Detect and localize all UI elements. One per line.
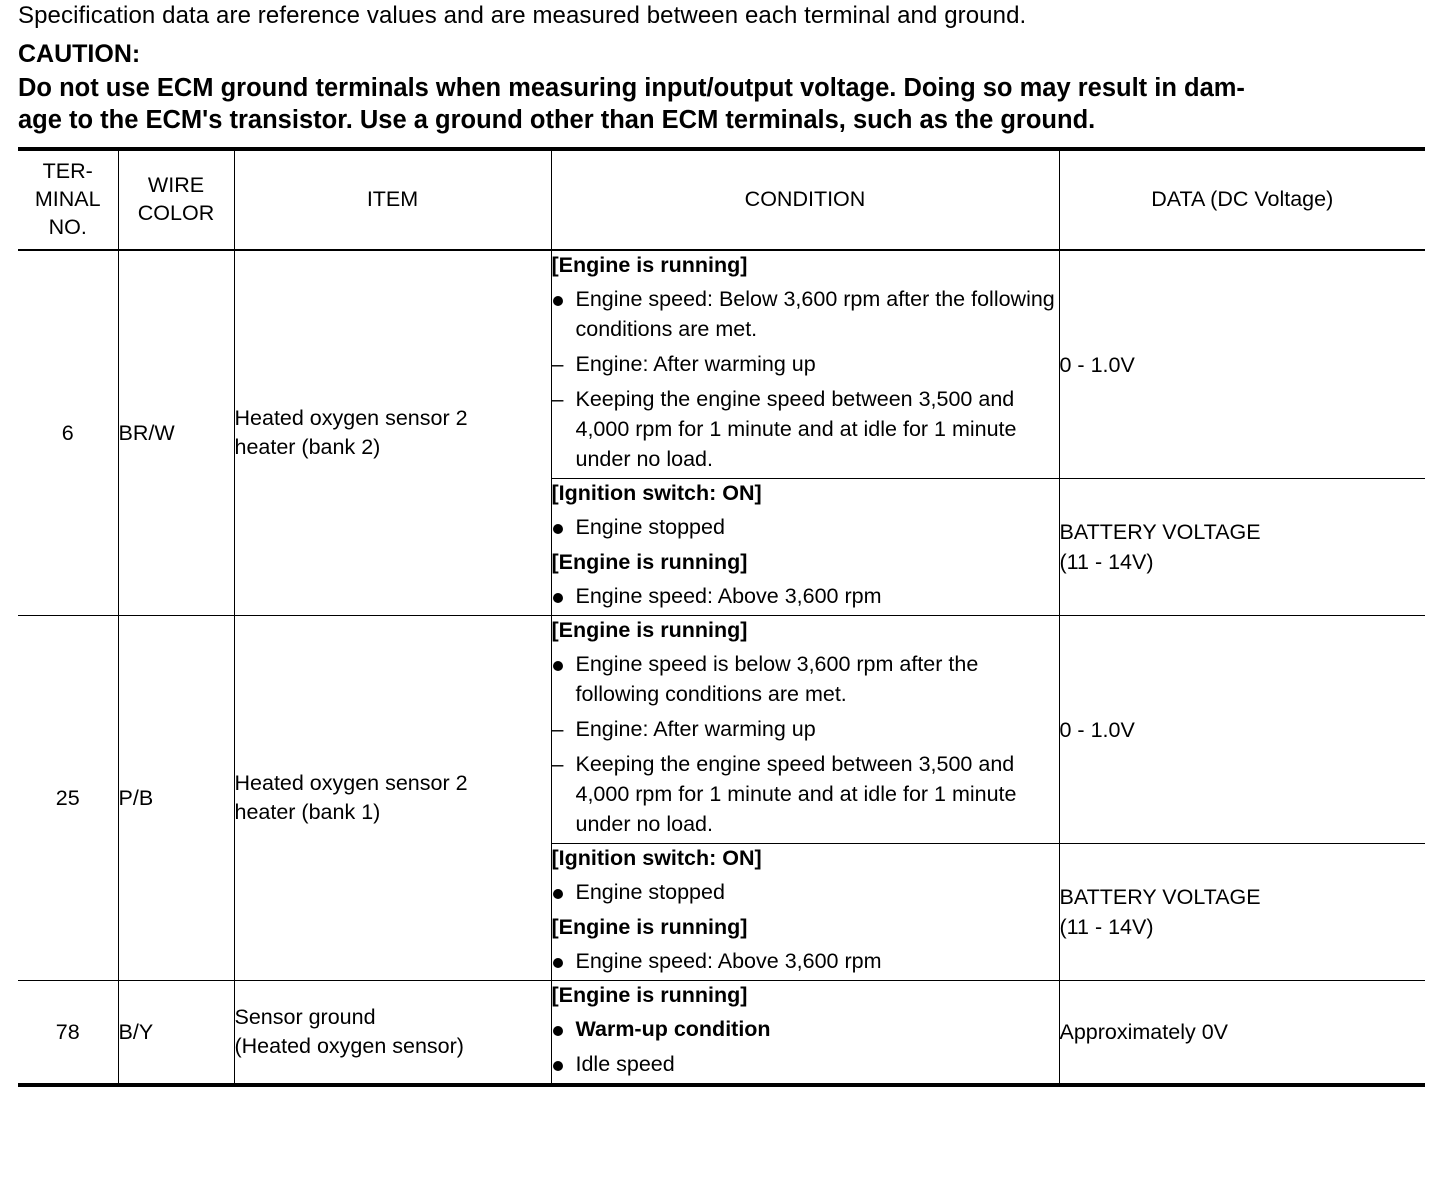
condition-item [552, 877, 1059, 907]
dash-icon: – [551, 352, 564, 376]
condition-text: Engine speed: Above 3,600 rpm [575, 949, 882, 973]
item-line: Heated oxygen sensor 2 [234, 771, 468, 795]
item-line: Sensor ground [234, 1005, 376, 1029]
header-wire-color: WIRE COLOR [118, 149, 234, 250]
data-line: 0 - 1.0V [1059, 717, 1135, 742]
item-cell [234, 981, 551, 1086]
data-line: (11 - 14V) [1059, 915, 1154, 939]
condition-item [552, 714, 1059, 744]
condition-text: Idle speed [575, 1052, 675, 1076]
caution-title: CAUTION: [18, 40, 141, 68]
condition-text: Keeping the engine speed between 3,500 and 4,000 rpm for 1 minute and at idle for 1 minute under no load. [575, 752, 1017, 836]
data-line: BATTERY VOLTAGE [1059, 520, 1261, 544]
condition-text: Engine speed: Below 3,600 rpm after the following conditions are met. [575, 287, 1055, 341]
table-row [18, 616, 1425, 844]
header-item: ITEM [234, 149, 551, 250]
condition-text: Engine: After warming up [575, 352, 816, 376]
data-line: (11 - 14V) [1059, 550, 1154, 574]
condition-text: Engine speed: Above 3,600 rpm [575, 584, 882, 608]
terminal-spec-table [18, 147, 1425, 1087]
condition-item [552, 1049, 1059, 1079]
header-terminal-no: TER- MINAL NO. [18, 149, 118, 250]
condition-heading: [Engine is running] [551, 550, 748, 574]
condition-text: Keeping the engine speed between 3,500 and 4,000 rpm for 1 minute and at idle for 1 minute under no load. [575, 387, 1017, 471]
table-body [18, 250, 1425, 1085]
condition-text: Engine: After warming up [575, 717, 816, 741]
condition-cell [551, 616, 1059, 844]
data-cell [1059, 616, 1425, 844]
condition-cell [551, 479, 1059, 616]
terminal-cell: 6 [18, 250, 118, 616]
condition-text: Engine stopped [575, 880, 725, 904]
data-line: Approximately 0V [1059, 1020, 1228, 1044]
terminal-cell: 25 [18, 616, 118, 981]
wire-color-cell: P/B [118, 616, 234, 981]
wire-color-cell: BR/W [118, 250, 234, 616]
condition-cell [551, 981, 1059, 1086]
condition-cell [551, 844, 1059, 981]
condition-heading: [Engine is running] [551, 253, 748, 277]
condition-text: Warm-up condition [575, 1017, 771, 1041]
condition-item [552, 749, 1059, 839]
header-condition: CONDITION [551, 149, 1059, 250]
caution-line: age to the ECM's transistor. Use a ground other than ECM terminals, such as the ground. [18, 106, 1096, 134]
wire-color-cell: B/Y [118, 981, 234, 1086]
data-cell [1059, 479, 1425, 616]
caution-text [18, 72, 1426, 136]
condition-item [552, 512, 1059, 542]
dash-icon: – [551, 717, 564, 741]
condition-heading: [Engine is running] [551, 983, 748, 1007]
item-cell [234, 250, 551, 616]
terminal-cell: 78 [18, 981, 118, 1086]
condition-item [552, 384, 1059, 474]
item-line: Heated oxygen sensor 2 [234, 406, 468, 430]
data-line: 0 - 1.0V [1059, 352, 1135, 377]
condition-heading: [Engine is running] [551, 915, 748, 939]
condition-heading: [Ignition switch: ON] [551, 481, 762, 505]
item-line: (Heated oxygen sensor) [234, 1034, 464, 1058]
condition-text: Engine stopped [575, 515, 725, 539]
dash-icon: – [551, 752, 564, 776]
item-line: heater (bank 2) [234, 435, 381, 459]
condition-item [552, 1014, 1059, 1044]
intro-text: Specification data are reference values and are measured between each terminal and ground. [18, 2, 1027, 29]
caution-line: Do not use ECM ground terminals when measuring input/output voltage. Doing so may result in dam- [18, 74, 1245, 102]
dash-icon: – [551, 387, 564, 411]
item-line: heater (bank 1) [234, 800, 381, 824]
condition-cell [551, 250, 1059, 479]
data-cell [1059, 250, 1425, 479]
data-cell [1059, 844, 1425, 981]
table-row [18, 250, 1425, 479]
table-row [18, 981, 1425, 1086]
condition-item [552, 649, 1059, 709]
data-cell [1059, 981, 1425, 1086]
condition-item [552, 946, 1059, 976]
condition-item [552, 284, 1059, 344]
condition-item [552, 349, 1059, 379]
condition-heading: [Ignition switch: ON] [551, 846, 762, 870]
condition-heading: [Engine is running] [551, 618, 748, 642]
item-cell [234, 616, 551, 981]
header-data: DATA (DC Voltage) [1059, 149, 1425, 250]
condition-item [552, 581, 1059, 611]
data-line: BATTERY VOLTAGE [1059, 885, 1261, 909]
table-header-row [18, 149, 1425, 250]
condition-text: Engine speed is below 3,600 rpm after the following conditions are met. [575, 652, 979, 706]
